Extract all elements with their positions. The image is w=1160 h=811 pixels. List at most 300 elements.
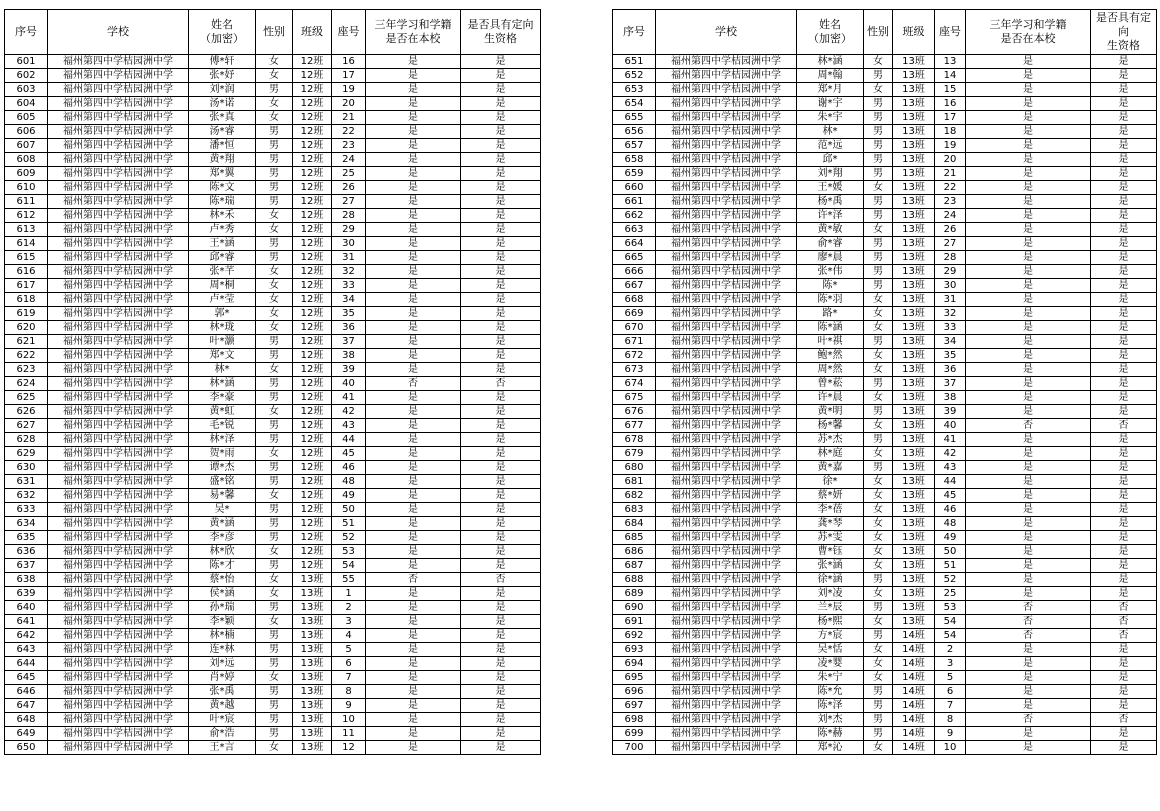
cell-seat: 35 — [332, 307, 366, 321]
table-row — [613, 237, 1157, 251]
cell-no: 612 — [5, 209, 48, 223]
cell-no: 654 — [613, 97, 656, 111]
cell-seat: 15 — [935, 83, 966, 97]
cell-quota: 是 — [1091, 657, 1157, 671]
table-row — [5, 153, 541, 167]
cell-name: 邱* — [797, 153, 864, 167]
cell-class: 13班 — [893, 335, 935, 349]
cell-enrolled: 是 — [966, 685, 1091, 699]
cell-enrolled: 是 — [966, 671, 1091, 685]
cell-no: 651 — [613, 55, 656, 69]
cell-quota: 是 — [1091, 587, 1157, 601]
cell-name: 俞*睿 — [797, 237, 864, 251]
cell-quota: 是 — [461, 153, 541, 167]
table-row — [613, 265, 1157, 279]
header-enrolled — [966, 10, 1091, 55]
cell-name: 汤*睿 — [189, 125, 256, 139]
cell-enrolled: 是 — [366, 181, 461, 195]
table-row — [613, 573, 1157, 587]
cell-enrolled: 是 — [366, 601, 461, 615]
cell-seat: 5 — [332, 643, 366, 657]
cell-gender: 男 — [256, 601, 293, 615]
cell-seat: 8 — [935, 713, 966, 727]
cell-name: 郭* — [189, 307, 256, 321]
cell-seat: 32 — [332, 265, 366, 279]
cell-class: 13班 — [893, 587, 935, 601]
cell-school: 福州第四中学桔园洲中学 — [656, 321, 797, 335]
table-row — [613, 153, 1157, 167]
cell-enrolled: 是 — [966, 307, 1091, 321]
cell-no: 635 — [5, 531, 48, 545]
cell-enrolled: 是 — [366, 461, 461, 475]
cell-seat: 49 — [332, 489, 366, 503]
cell-quota: 是 — [461, 83, 541, 97]
cell-seat: 29 — [935, 265, 966, 279]
cell-quota: 是 — [461, 251, 541, 265]
cell-enrolled: 是 — [366, 195, 461, 209]
header-no: 序号 — [613, 10, 656, 55]
cell-class: 13班 — [893, 209, 935, 223]
cell-gender: 女 — [256, 279, 293, 293]
cell-school: 福州第四中学桔园洲中学 — [48, 265, 189, 279]
cell-enrolled: 是 — [966, 195, 1091, 209]
cell-no: 603 — [5, 83, 48, 97]
cell-no: 632 — [5, 489, 48, 503]
cell-quota: 是 — [1091, 167, 1157, 181]
cell-quota: 是 — [461, 167, 541, 181]
cell-class: 13班 — [893, 293, 935, 307]
cell-name: 黄*虹 — [189, 405, 256, 419]
cell-class: 13班 — [893, 447, 935, 461]
cell-school: 福州第四中学桔园洲中学 — [48, 671, 189, 685]
cell-gender: 女 — [864, 55, 893, 69]
table-row — [5, 657, 541, 671]
cell-seat: 28 — [935, 251, 966, 265]
cell-no: 660 — [613, 181, 656, 195]
cell-enrolled: 是 — [366, 489, 461, 503]
cell-no: 628 — [5, 433, 48, 447]
table-row — [613, 97, 1157, 111]
cell-enrolled: 是 — [966, 699, 1091, 713]
cell-quota: 是 — [1091, 573, 1157, 587]
table-row — [613, 391, 1157, 405]
cell-school: 福州第四中学桔园洲中学 — [48, 517, 189, 531]
cell-school: 福州第四中学桔园洲中学 — [656, 447, 797, 461]
cell-seat: 13 — [935, 55, 966, 69]
cell-gender: 女 — [864, 503, 893, 517]
cell-no: 662 — [613, 209, 656, 223]
cell-quota: 是 — [461, 391, 541, 405]
cell-enrolled: 是 — [966, 727, 1091, 741]
cell-enrolled: 是 — [366, 237, 461, 251]
cell-enrolled: 是 — [966, 391, 1091, 405]
cell-no: 681 — [613, 475, 656, 489]
cell-no: 619 — [5, 307, 48, 321]
cell-quota: 是 — [1091, 209, 1157, 223]
cell-seat: 34 — [935, 335, 966, 349]
cell-gender: 女 — [864, 447, 893, 461]
cell-school: 福州第四中学桔园洲中学 — [656, 237, 797, 251]
cell-gender: 女 — [864, 321, 893, 335]
cell-gender: 男 — [256, 685, 293, 699]
cell-quota: 是 — [461, 209, 541, 223]
cell-seat: 46 — [332, 461, 366, 475]
header-name-line2: （加密） — [200, 32, 244, 45]
cell-class: 13班 — [893, 391, 935, 405]
cell-name: 曹*钰 — [797, 545, 864, 559]
cell-school: 福州第四中学桔园洲中学 — [656, 223, 797, 237]
cell-seat: 4 — [332, 629, 366, 643]
cell-no: 661 — [613, 195, 656, 209]
cell-name: 连*林 — [189, 643, 256, 657]
cell-seat: 1 — [332, 587, 366, 601]
cell-enrolled: 是 — [366, 265, 461, 279]
cell-no: 699 — [613, 727, 656, 741]
cell-quota: 否 — [1091, 629, 1157, 643]
table-row — [5, 55, 541, 69]
cell-no: 616 — [5, 265, 48, 279]
cell-no: 658 — [613, 153, 656, 167]
cell-gender: 女 — [864, 223, 893, 237]
table-row — [5, 265, 541, 279]
cell-enrolled: 是 — [366, 419, 461, 433]
cell-name: 龚*琴 — [797, 517, 864, 531]
table-row — [5, 461, 541, 475]
cell-name: 陈*泽 — [797, 699, 864, 713]
cell-gender: 男 — [864, 153, 893, 167]
cell-seat: 25 — [332, 167, 366, 181]
cell-class: 12班 — [293, 251, 332, 265]
table-row — [5, 433, 541, 447]
header-name — [797, 10, 864, 55]
cell-name: 刘*凌 — [797, 587, 864, 601]
cell-quota: 是 — [1091, 475, 1157, 489]
cell-name: 卢*莹 — [189, 293, 256, 307]
cell-quota: 是 — [461, 615, 541, 629]
cell-school: 福州第四中学桔园洲中学 — [656, 503, 797, 517]
cell-class: 12班 — [293, 531, 332, 545]
cell-name: 许*泽 — [797, 209, 864, 223]
cell-gender: 女 — [256, 489, 293, 503]
cell-enrolled: 是 — [966, 741, 1091, 755]
cell-name: 王*言 — [189, 741, 256, 755]
cell-enrolled: 是 — [966, 503, 1091, 517]
cell-enrolled: 是 — [366, 741, 461, 755]
cell-gender: 男 — [256, 125, 293, 139]
table-row — [5, 83, 541, 97]
table-row — [5, 587, 541, 601]
cell-class: 14班 — [893, 643, 935, 657]
table-row — [5, 741, 541, 755]
cell-no: 641 — [5, 615, 48, 629]
cell-school: 福州第四中学桔园洲中学 — [656, 545, 797, 559]
table-row — [5, 601, 541, 615]
cell-quota: 否 — [1091, 713, 1157, 727]
cell-no: 634 — [5, 517, 48, 531]
table-row — [5, 419, 541, 433]
cell-name: 李*蓓 — [797, 503, 864, 517]
cell-school: 福州第四中学桔园洲中学 — [48, 69, 189, 83]
cell-seat: 30 — [935, 279, 966, 293]
cell-gender: 女 — [256, 447, 293, 461]
cell-gender: 男 — [864, 335, 893, 349]
cell-class: 12班 — [293, 293, 332, 307]
cell-enrolled: 是 — [366, 713, 461, 727]
cell-no: 678 — [613, 433, 656, 447]
cell-quota: 是 — [461, 699, 541, 713]
cell-school: 福州第四中学桔园洲中学 — [656, 559, 797, 573]
cell-seat: 40 — [332, 377, 366, 391]
cell-class: 13班 — [293, 573, 332, 587]
table-row — [613, 209, 1157, 223]
cell-class: 13班 — [893, 139, 935, 153]
cell-class: 12班 — [293, 97, 332, 111]
cell-seat: 9 — [935, 727, 966, 741]
cell-name: 张*禹 — [189, 685, 256, 699]
cell-gender: 女 — [864, 531, 893, 545]
table-row — [613, 111, 1157, 125]
cell-class: 12班 — [293, 503, 332, 517]
cell-school: 福州第四中学桔园洲中学 — [48, 139, 189, 153]
cell-seat: 7 — [935, 699, 966, 713]
cell-quota: 是 — [1091, 97, 1157, 111]
table-row — [613, 545, 1157, 559]
cell-name: 林*欣 — [189, 545, 256, 559]
cell-class: 13班 — [893, 83, 935, 97]
cell-class: 13班 — [893, 237, 935, 251]
cell-gender: 女 — [864, 671, 893, 685]
cell-name: 杨*馨 — [797, 419, 864, 433]
cell-name: 陈* — [797, 279, 864, 293]
cell-seat: 2 — [332, 601, 366, 615]
cell-name: 杨*熙 — [797, 615, 864, 629]
cell-enrolled: 是 — [966, 223, 1091, 237]
cell-enrolled: 是 — [966, 139, 1091, 153]
cell-enrolled: 是 — [366, 251, 461, 265]
cell-seat: 25 — [935, 587, 966, 601]
cell-gender: 男 — [256, 713, 293, 727]
cell-enrolled: 是 — [966, 531, 1091, 545]
table-row — [5, 573, 541, 587]
cell-enrolled: 是 — [366, 531, 461, 545]
cell-no: 608 — [5, 153, 48, 167]
cell-gender: 男 — [864, 629, 893, 643]
cell-school: 福州第四中学桔园洲中学 — [656, 531, 797, 545]
cell-quota: 是 — [1091, 433, 1157, 447]
table-row — [613, 55, 1157, 69]
cell-name: 张*伟 — [797, 265, 864, 279]
cell-school: 福州第四中学桔园洲中学 — [656, 167, 797, 181]
cell-class: 13班 — [293, 699, 332, 713]
cell-seat: 7 — [332, 671, 366, 685]
table-row — [5, 727, 541, 741]
cell-quota: 是 — [461, 419, 541, 433]
header-gender: 性别 — [256, 10, 293, 55]
cell-quota: 是 — [1091, 531, 1157, 545]
cell-no: 623 — [5, 363, 48, 377]
cell-enrolled: 是 — [966, 587, 1091, 601]
table-row — [5, 363, 541, 377]
cell-seat: 18 — [935, 125, 966, 139]
cell-gender: 男 — [256, 503, 293, 517]
cell-no: 694 — [613, 657, 656, 671]
cell-quota: 是 — [461, 111, 541, 125]
cell-class: 12班 — [293, 461, 332, 475]
cell-school: 福州第四中学桔园洲中学 — [48, 713, 189, 727]
cell-school: 福州第四中学桔园洲中学 — [656, 573, 797, 587]
cell-no: 613 — [5, 223, 48, 237]
table-row — [5, 69, 541, 83]
cell-class: 13班 — [293, 629, 332, 643]
cell-seat: 44 — [935, 475, 966, 489]
table-row — [5, 475, 541, 489]
cell-school: 福州第四中学桔园洲中学 — [656, 699, 797, 713]
cell-seat: 6 — [935, 685, 966, 699]
table-row — [5, 615, 541, 629]
cell-enrolled: 是 — [966, 181, 1091, 195]
cell-gender: 女 — [256, 573, 293, 587]
cell-seat: 21 — [935, 167, 966, 181]
cell-school: 福州第四中学桔园洲中学 — [656, 419, 797, 433]
cell-no: 601 — [5, 55, 48, 69]
cell-name: 张*真 — [189, 111, 256, 125]
cell-name: 刘*翔 — [797, 167, 864, 181]
table-row — [613, 321, 1157, 335]
cell-gender: 男 — [864, 139, 893, 153]
cell-enrolled: 是 — [366, 391, 461, 405]
cell-gender: 男 — [864, 125, 893, 139]
cell-gender: 男 — [864, 685, 893, 699]
table-row — [5, 97, 541, 111]
table-row — [5, 699, 541, 713]
cell-enrolled: 是 — [966, 237, 1091, 251]
cell-quota: 是 — [1091, 545, 1157, 559]
cell-seat: 42 — [332, 405, 366, 419]
cell-seat: 2 — [935, 643, 966, 657]
cell-enrolled: 是 — [966, 447, 1091, 461]
table-row — [5, 517, 541, 531]
cell-name: 张*妤 — [189, 69, 256, 83]
cell-seat: 31 — [332, 251, 366, 265]
cell-enrolled: 是 — [366, 125, 461, 139]
cell-class: 12班 — [293, 489, 332, 503]
cell-class: 13班 — [893, 97, 935, 111]
header-seat: 座号 — [332, 10, 366, 55]
cell-no: 667 — [613, 279, 656, 293]
cell-no: 675 — [613, 391, 656, 405]
cell-seat: 21 — [332, 111, 366, 125]
cell-enrolled: 是 — [966, 461, 1091, 475]
cell-enrolled: 是 — [366, 293, 461, 307]
cell-name: 毛*锐 — [189, 419, 256, 433]
cell-seat: 26 — [935, 223, 966, 237]
cell-class: 13班 — [293, 727, 332, 741]
cell-class: 12班 — [293, 265, 332, 279]
cell-school: 福州第四中学桔园洲中学 — [656, 657, 797, 671]
cell-name: 王*涵 — [189, 237, 256, 251]
cell-enrolled: 是 — [366, 335, 461, 349]
cell-school: 福州第四中学桔园洲中学 — [48, 405, 189, 419]
cell-gender: 女 — [256, 741, 293, 755]
cell-enrolled: 是 — [966, 83, 1091, 97]
cell-seat: 30 — [332, 237, 366, 251]
cell-quota: 是 — [1091, 195, 1157, 209]
cell-no: 657 — [613, 139, 656, 153]
cell-no: 611 — [5, 195, 48, 209]
cell-class: 12班 — [293, 545, 332, 559]
cell-class: 13班 — [293, 615, 332, 629]
cell-enrolled: 是 — [366, 153, 461, 167]
table-row — [5, 321, 541, 335]
cell-enrolled: 否 — [366, 377, 461, 391]
cell-class: 13班 — [893, 111, 935, 125]
cell-no: 672 — [613, 349, 656, 363]
cell-no: 684 — [613, 517, 656, 531]
cell-school: 福州第四中学桔园洲中学 — [656, 139, 797, 153]
cell-school: 福州第四中学桔园洲中学 — [656, 307, 797, 321]
cell-school: 福州第四中学桔园洲中学 — [48, 279, 189, 293]
cell-seat: 20 — [332, 97, 366, 111]
cell-quota: 是 — [461, 489, 541, 503]
table-row — [613, 167, 1157, 181]
cell-seat: 36 — [332, 321, 366, 335]
cell-no: 669 — [613, 307, 656, 321]
cell-school: 福州第四中学桔园洲中学 — [656, 265, 797, 279]
cell-school: 福州第四中学桔园洲中学 — [48, 573, 189, 587]
cell-class: 14班 — [893, 741, 935, 755]
cell-seat: 17 — [332, 69, 366, 83]
cell-name: 林*涵 — [797, 55, 864, 69]
student-table-left — [4, 9, 541, 755]
cell-quota: 是 — [1091, 671, 1157, 685]
cell-class: 13班 — [293, 713, 332, 727]
cell-no: 656 — [613, 125, 656, 139]
cell-school: 福州第四中学桔园洲中学 — [656, 741, 797, 755]
cell-gender: 男 — [256, 251, 293, 265]
cell-no: 639 — [5, 587, 48, 601]
cell-no: 682 — [613, 489, 656, 503]
cell-gender: 男 — [256, 727, 293, 741]
cell-class: 12班 — [293, 559, 332, 573]
cell-class: 13班 — [893, 489, 935, 503]
cell-enrolled: 是 — [366, 517, 461, 531]
cell-class: 13班 — [893, 265, 935, 279]
cell-no: 646 — [5, 685, 48, 699]
cell-gender: 女 — [864, 307, 893, 321]
cell-quota: 是 — [1091, 111, 1157, 125]
cell-enrolled: 是 — [966, 433, 1091, 447]
cell-enrolled: 是 — [366, 209, 461, 223]
cell-enrolled: 是 — [966, 489, 1091, 503]
cell-quota: 是 — [461, 727, 541, 741]
cell-quota: 是 — [461, 405, 541, 419]
cell-no: 679 — [613, 447, 656, 461]
cell-no: 671 — [613, 335, 656, 349]
cell-gender: 女 — [864, 419, 893, 433]
header-quota-line1: 是否具有定向 — [467, 18, 534, 31]
cell-class: 13班 — [293, 601, 332, 615]
cell-class: 13班 — [293, 685, 332, 699]
cell-name: 林* — [797, 125, 864, 139]
table-row — [613, 657, 1157, 671]
cell-class: 13班 — [293, 657, 332, 671]
cell-school: 福州第四中学桔园洲中学 — [656, 111, 797, 125]
cell-name: 李*彦 — [189, 531, 256, 545]
table-body-left — [5, 55, 541, 755]
cell-gender: 女 — [864, 517, 893, 531]
cell-gender: 男 — [256, 139, 293, 153]
cell-enrolled: 是 — [366, 559, 461, 573]
